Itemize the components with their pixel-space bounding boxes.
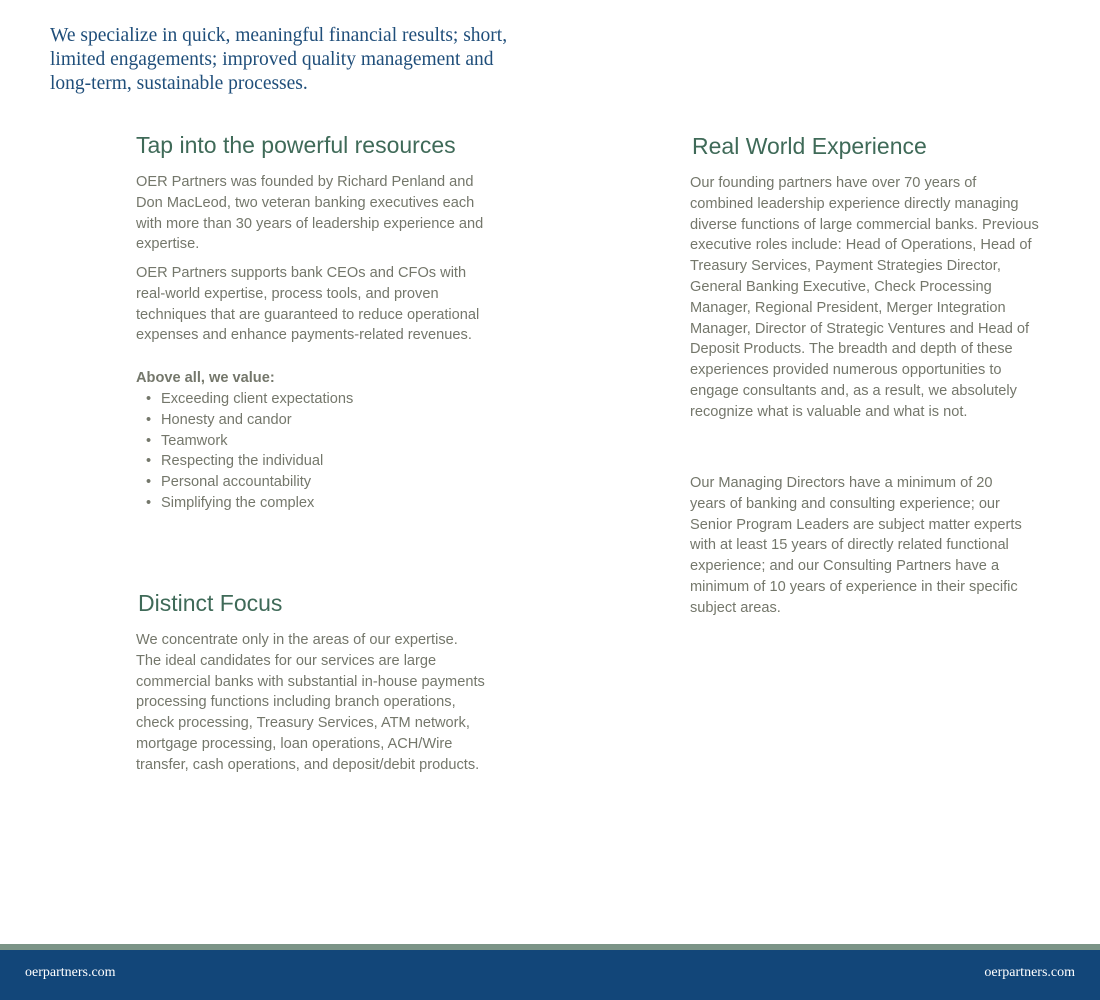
list-item xyxy=(136,410,353,431)
bullet-icon: • xyxy=(146,494,152,511)
value-label: Teamwork xyxy=(161,432,228,449)
bullet-icon: • xyxy=(146,453,152,470)
value-label: Simplifying the complex xyxy=(161,494,315,511)
value-label: Personal accountability xyxy=(161,474,312,491)
list-item xyxy=(136,493,353,514)
list-item xyxy=(136,431,353,452)
value-label: Honesty and candor xyxy=(161,411,292,428)
value-label: Exceeding client expectations xyxy=(161,391,354,407)
resources-heading: Tap into the powerful resources xyxy=(136,132,456,158)
bullet-icon: • xyxy=(146,391,152,407)
experience-heading: Real World Experience xyxy=(692,133,927,159)
bullet-icon: • xyxy=(146,432,152,449)
list-item xyxy=(136,472,353,493)
value-label: Respecting the individual xyxy=(161,453,324,470)
values-title: Above all, we value: xyxy=(136,370,275,386)
experience-paragraph-directors: Our Managing Directors have a minimum of 20 years of banking and consulting experience; our Senior Program Leaders are subject matter experts with at least 15 years of directly related functional experience; and our Consulting Partners have a minimum of 10 years of experience in their specific subject areas. xyxy=(690,475,1022,616)
list-item xyxy=(136,389,353,410)
list-item xyxy=(136,451,353,472)
focus-heading: Distinct Focus xyxy=(138,590,283,616)
footer-link-right[interactable]: oerpartners.com xyxy=(984,965,1075,980)
bullet-icon: • xyxy=(146,411,152,428)
resources-paragraph-founding: OER Partners was founded by Richard Penland and Don MacLeod, two veteran banking executives each with more than 30 years of leadership experience and expertise. xyxy=(136,174,484,253)
resources-paragraph-support: OER Partners supports bank CEOs and CFOs with real-world expertise, process tools, and proven techniques that are guaranteed to reduce operational expenses and enhance payments-related revenues. xyxy=(136,265,480,344)
experience-paragraph-founders: Our founding partners have over 70 years of combined leadership experience directly managing diverse functions of large commercial banks. Previous executive roles include: Head of Operations, Head of Treasury Services, Payment Strategies Director, General Banking Executive, Check Processing Manager, Regional President, Merger Integration Manager, Director of Strategic Ventures and Head of Deposit Products. The breadth and depth of these experiences provided numerous opportunities to engage consultants and, as a result, we absolutely recognize what is valuable and what is not. xyxy=(690,175,1039,420)
focus-paragraph: We concentrate only in the areas of our expertise. The ideal candidates for our services are large commercial banks with substantial in-house payments processing functions including branch operations, check processing, Treasury Services, ATM network, mortgage processing, loan operations, ACH/Wire transfer, cash operations, and deposit/debit products. xyxy=(136,632,485,773)
values-list xyxy=(136,389,353,514)
intro-statement: We specialize in quick, meaningful financial results; short, limited engagements; improved quality management and long-term, sustainable processes. xyxy=(50,25,508,94)
bullet-icon: • xyxy=(146,474,152,491)
footer-link-left[interactable]: oerpartners.com xyxy=(25,965,116,980)
footer-band xyxy=(0,950,1100,1000)
